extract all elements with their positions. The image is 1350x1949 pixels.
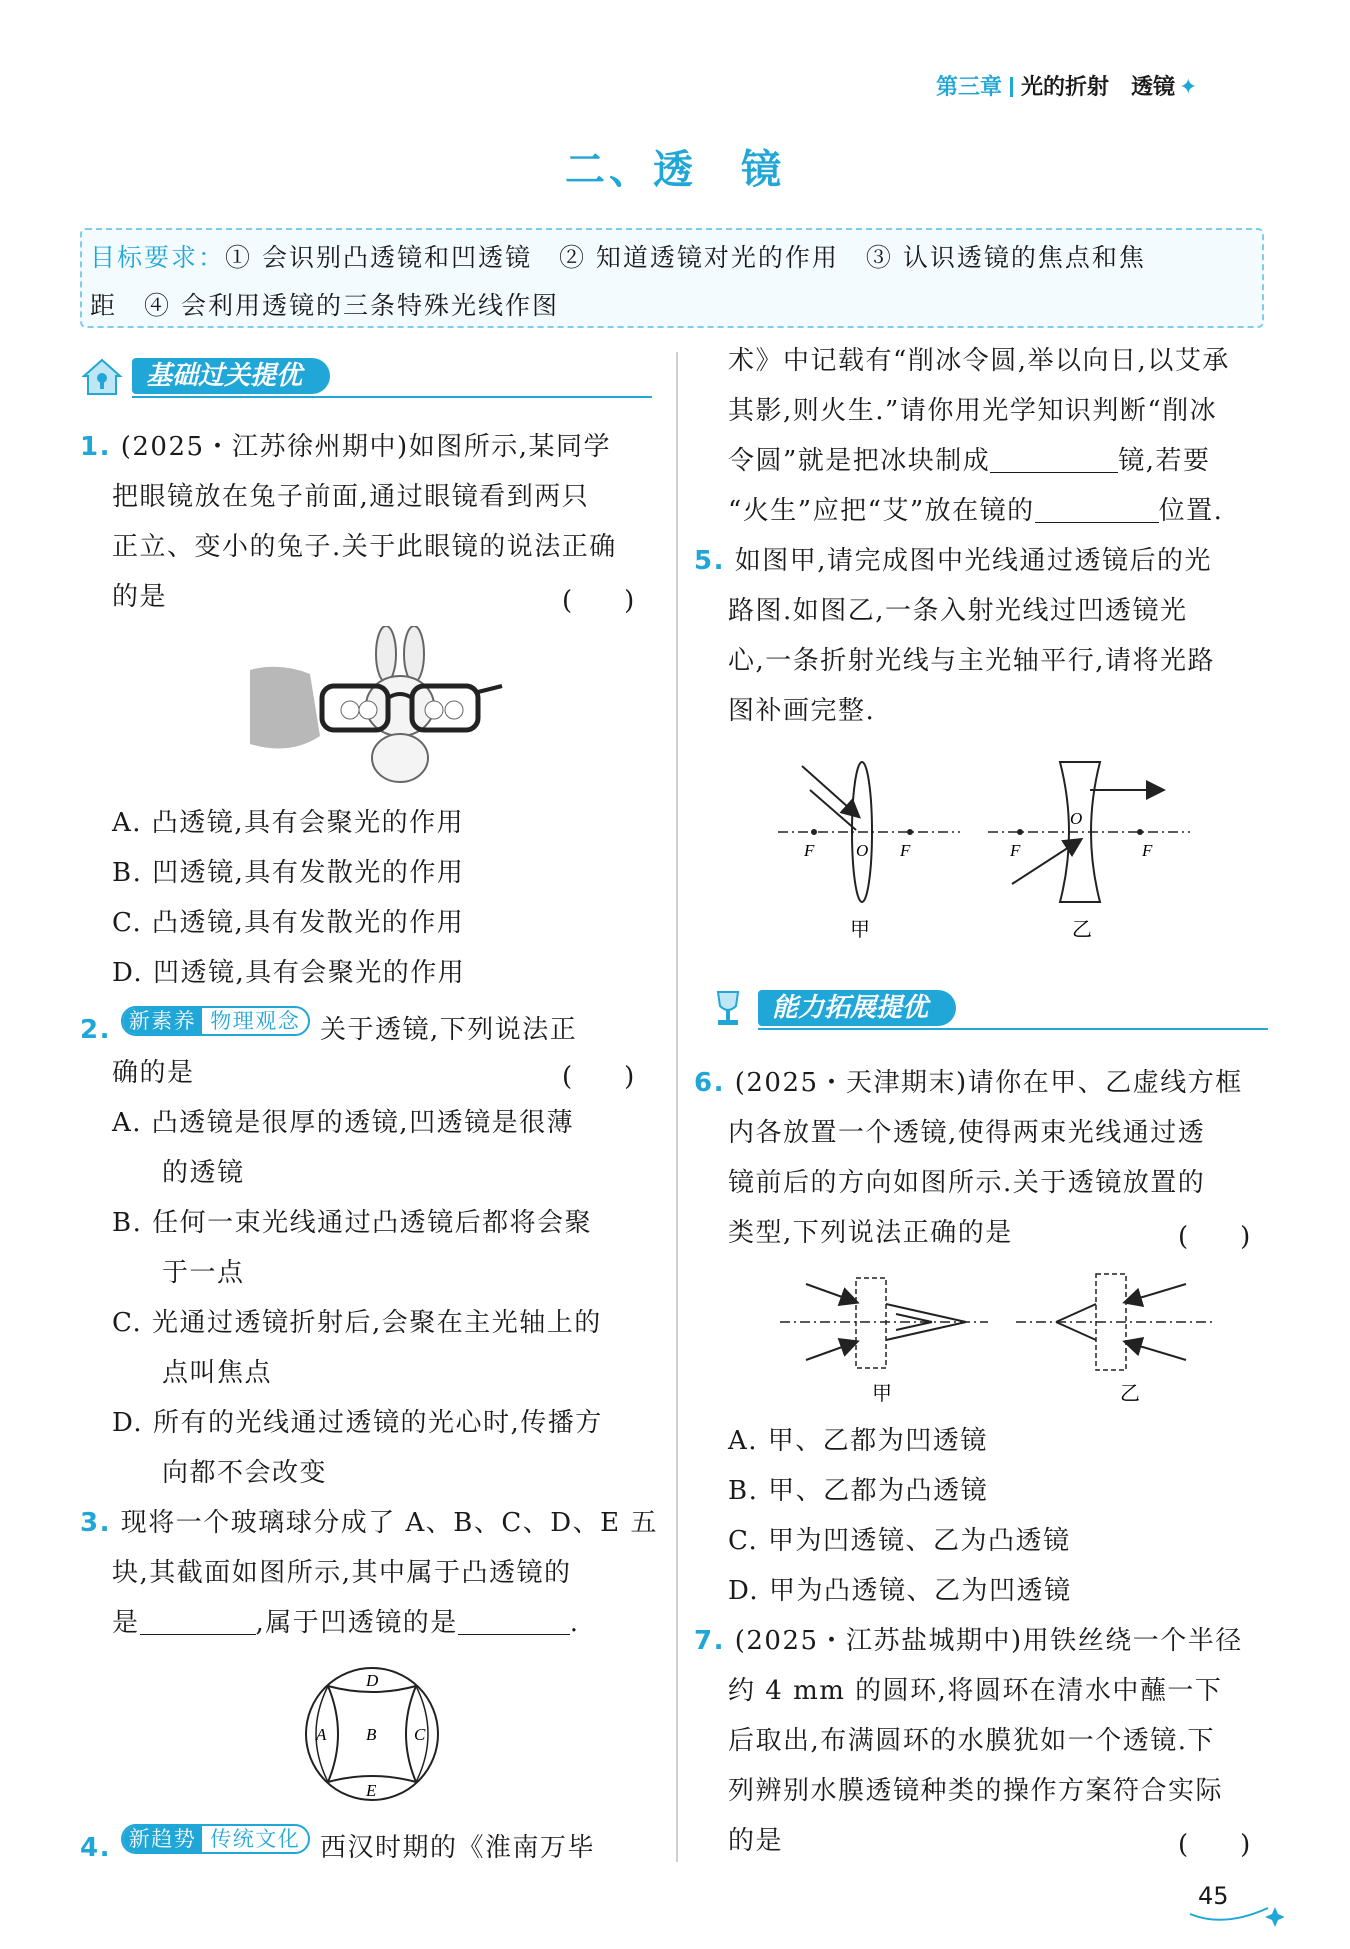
q2-option-c: C. 光通过透镜折射后,会聚在主光轴上的: [112, 1308, 602, 1338]
q1-option-d: D. 凹透镜,具有会聚光的作用: [112, 958, 466, 988]
q7-line-2: 约 4 mm 的圆环,将圆环在清水中蘸一下: [728, 1676, 1223, 1706]
label-d: D: [366, 1671, 379, 1690]
sparkle-icon: ✦: [1179, 75, 1198, 100]
q4-line-2: 术》中记载有“削冰令圆,举以向日,以艾承: [728, 346, 1230, 376]
house-icon: [80, 354, 124, 398]
q4-blank-position[interactable]: [1035, 522, 1159, 523]
q2-option-b-cont: 于一点: [162, 1258, 245, 1288]
label-b: B: [366, 1725, 377, 1744]
q7-line-1: 7. (2025・江苏盐城期中)用铁丝绕一个半径: [694, 1626, 1243, 1656]
q6-option-c: C. 甲为凹透镜、乙为凸透镜: [728, 1526, 1071, 1556]
rabbit-glasses-figure: [250, 626, 510, 786]
q4-number: 4.: [80, 1833, 111, 1863]
q5-line-4: 图补画完整.: [728, 696, 876, 726]
q6-line-1: 6. (2025・天津期末)请你在甲、乙虚线方框: [694, 1068, 1243, 1098]
q4-tag: 新趋势 传统文化: [121, 1824, 311, 1854]
q7-line-3: 后取出,布满圆环的水膜犹如一个透镜.下: [728, 1726, 1216, 1756]
q6-number: 6.: [694, 1068, 725, 1098]
q4-line-4: 令圆”就是把冰块制成 镜,若要: [728, 446, 1211, 476]
q2-option-b: B. 任何一束光线通过凸透镜后都将会聚: [112, 1208, 593, 1238]
q1-answer-paren: ( ): [562, 586, 635, 616]
fig-label-yi: 乙: [1120, 1381, 1140, 1405]
header-divider: [1010, 77, 1013, 97]
section-title: 能力拓展提优: [758, 990, 956, 1026]
fig-label-jia: 甲: [850, 917, 870, 941]
q1-line-4: 的是: [112, 582, 168, 612]
lens-ray-figure: [770, 756, 1200, 946]
goals-line-1: 目标要求：① 会识别凸透镜和凹透镜 ② 知道透镜对光的作用 ③ 认识透镜的焦点和焦: [90, 243, 1146, 272]
q6-line-4: 类型,下列说法正确的是: [728, 1218, 1013, 1248]
q1-line-1: 1. (2025・江苏徐州期中)如图所示,某同学: [80, 432, 611, 462]
q4-line-5: “火生”应把“艾”放在镜的 位置.: [728, 496, 1224, 526]
q2-answer-paren: ( ): [562, 1062, 635, 1092]
q6-option-d: D. 甲为凸透镜、乙为凹透镜: [728, 1576, 1072, 1606]
q5-line-2: 路图.如图乙,一条入射光线过凹透镜光: [728, 596, 1188, 626]
q7-line-5: 的是: [728, 1826, 784, 1856]
q4-blank-lens[interactable]: [990, 472, 1118, 473]
goals-box: [80, 228, 1264, 328]
q5-number: 5.: [694, 546, 725, 576]
goals-label: 目标要求：: [90, 243, 226, 272]
q3-blank-concave[interactable]: [458, 1634, 570, 1635]
q1-option-b: B. 凹透镜,具有发散光的作用: [112, 858, 465, 888]
dashed-box-figure: [776, 1268, 1216, 1410]
q2-line-2: 确的是: [112, 1058, 195, 1088]
q1-number: 1.: [80, 432, 111, 462]
section-rule: [758, 1028, 1268, 1030]
chapter-header: [936, 70, 1197, 101]
section-rule: [132, 396, 652, 398]
fig-label-yi: 乙: [1072, 917, 1092, 941]
o-jia: O: [856, 841, 869, 860]
q6-line-2: 内各放置一个透镜,使得两束光线通过透: [728, 1118, 1206, 1148]
trophy-icon: [706, 986, 750, 1030]
f-left-jia: F: [804, 841, 815, 860]
label-a: A: [316, 1725, 327, 1744]
q1-option-c: C. 凸透镜,具有发散光的作用: [112, 908, 465, 938]
q2-line-1: 2. 新素养 物理观念 关于透镜,下列说法正: [80, 1006, 577, 1047]
q3-line-3: 是 ,属于凹透镜的是 .: [112, 1608, 580, 1638]
q3-line-1: 3. 现将一个玻璃球分成了 A、B、C、D、E 五: [80, 1508, 658, 1538]
q6-line-3: 镜前后的方向如图所示.关于透镜放置的: [728, 1168, 1206, 1198]
q4-line-3: 其影,则火生.”请你用光学知识判断“削冰: [728, 396, 1218, 426]
q3-number: 3.: [80, 1508, 111, 1538]
q2-option-d: D. 所有的光线通过透镜的光心时,传播方: [112, 1408, 603, 1438]
label-e: E: [366, 1781, 377, 1800]
q2-tag: 新素养 物理观念: [121, 1006, 311, 1036]
q2-option-d-cont: 向都不会改变: [162, 1458, 328, 1488]
page-number: 45: [1198, 1882, 1229, 1910]
section-heading-ability: [706, 986, 1268, 1030]
o-yi: O: [1070, 809, 1083, 828]
q6-option-b: B. 甲、乙都为凸透镜: [728, 1476, 989, 1506]
section-label: 光的折射 透镜: [1021, 75, 1176, 100]
q3-line-2: 块,其截面如图所示,其中属于凸透镜的: [112, 1558, 572, 1588]
section-title: 基础过关提优: [132, 358, 330, 394]
page-title: 二、透 镜: [565, 147, 785, 193]
q2-option-c-cont: 点叫焦点: [162, 1358, 273, 1388]
q2-option-a-cont: 的透镜: [162, 1158, 245, 1188]
q6-option-a: A. 甲、乙都为凹透镜: [728, 1426, 988, 1456]
q2-option-a: A. 凸透镜是很厚的透镜,凹透镜是很薄: [112, 1108, 575, 1138]
glass-ball-figure: [300, 1664, 444, 1804]
f-right-jia: F: [900, 841, 911, 860]
f-right-yi: F: [1142, 841, 1153, 860]
column-divider: [676, 352, 678, 1862]
goals-line-2: 距 ④ 会利用透镜的三条特殊光线作图: [90, 291, 559, 320]
q7-answer-paren: ( ): [1178, 1830, 1251, 1860]
q7-number: 7.: [694, 1626, 725, 1656]
section-heading-basic: [80, 354, 652, 398]
fig-label-jia: 甲: [872, 1381, 892, 1405]
q5-line-3: 心,一条折射光线与主光轴平行,请将光路: [728, 646, 1216, 676]
q7-line-4: 列辨别水膜透镜种类的操作方案符合实际: [728, 1776, 1224, 1806]
q1-line-2: 把眼镜放在兔子前面,通过眼镜看到两只: [112, 482, 590, 512]
q2-number: 2.: [80, 1015, 111, 1045]
q4-line-1: 4. 新趋势 传统文化 西汉时期的《淮南万毕: [80, 1824, 595, 1865]
q3-blank-convex[interactable]: [140, 1634, 256, 1635]
chapter-label: 第三章: [936, 75, 1003, 100]
label-c: C: [414, 1725, 426, 1744]
q5-line-1: 5. 如图甲,请完成图中光线通过透镜后的光: [694, 546, 1212, 576]
q1-line-3: 正立、变小的兔子.关于此眼镜的说法正确: [112, 532, 617, 562]
f-left-yi: F: [1010, 841, 1021, 860]
q6-answer-paren: ( ): [1178, 1222, 1251, 1252]
q1-option-a: A. 凸透镜,具有会聚光的作用: [112, 808, 465, 838]
